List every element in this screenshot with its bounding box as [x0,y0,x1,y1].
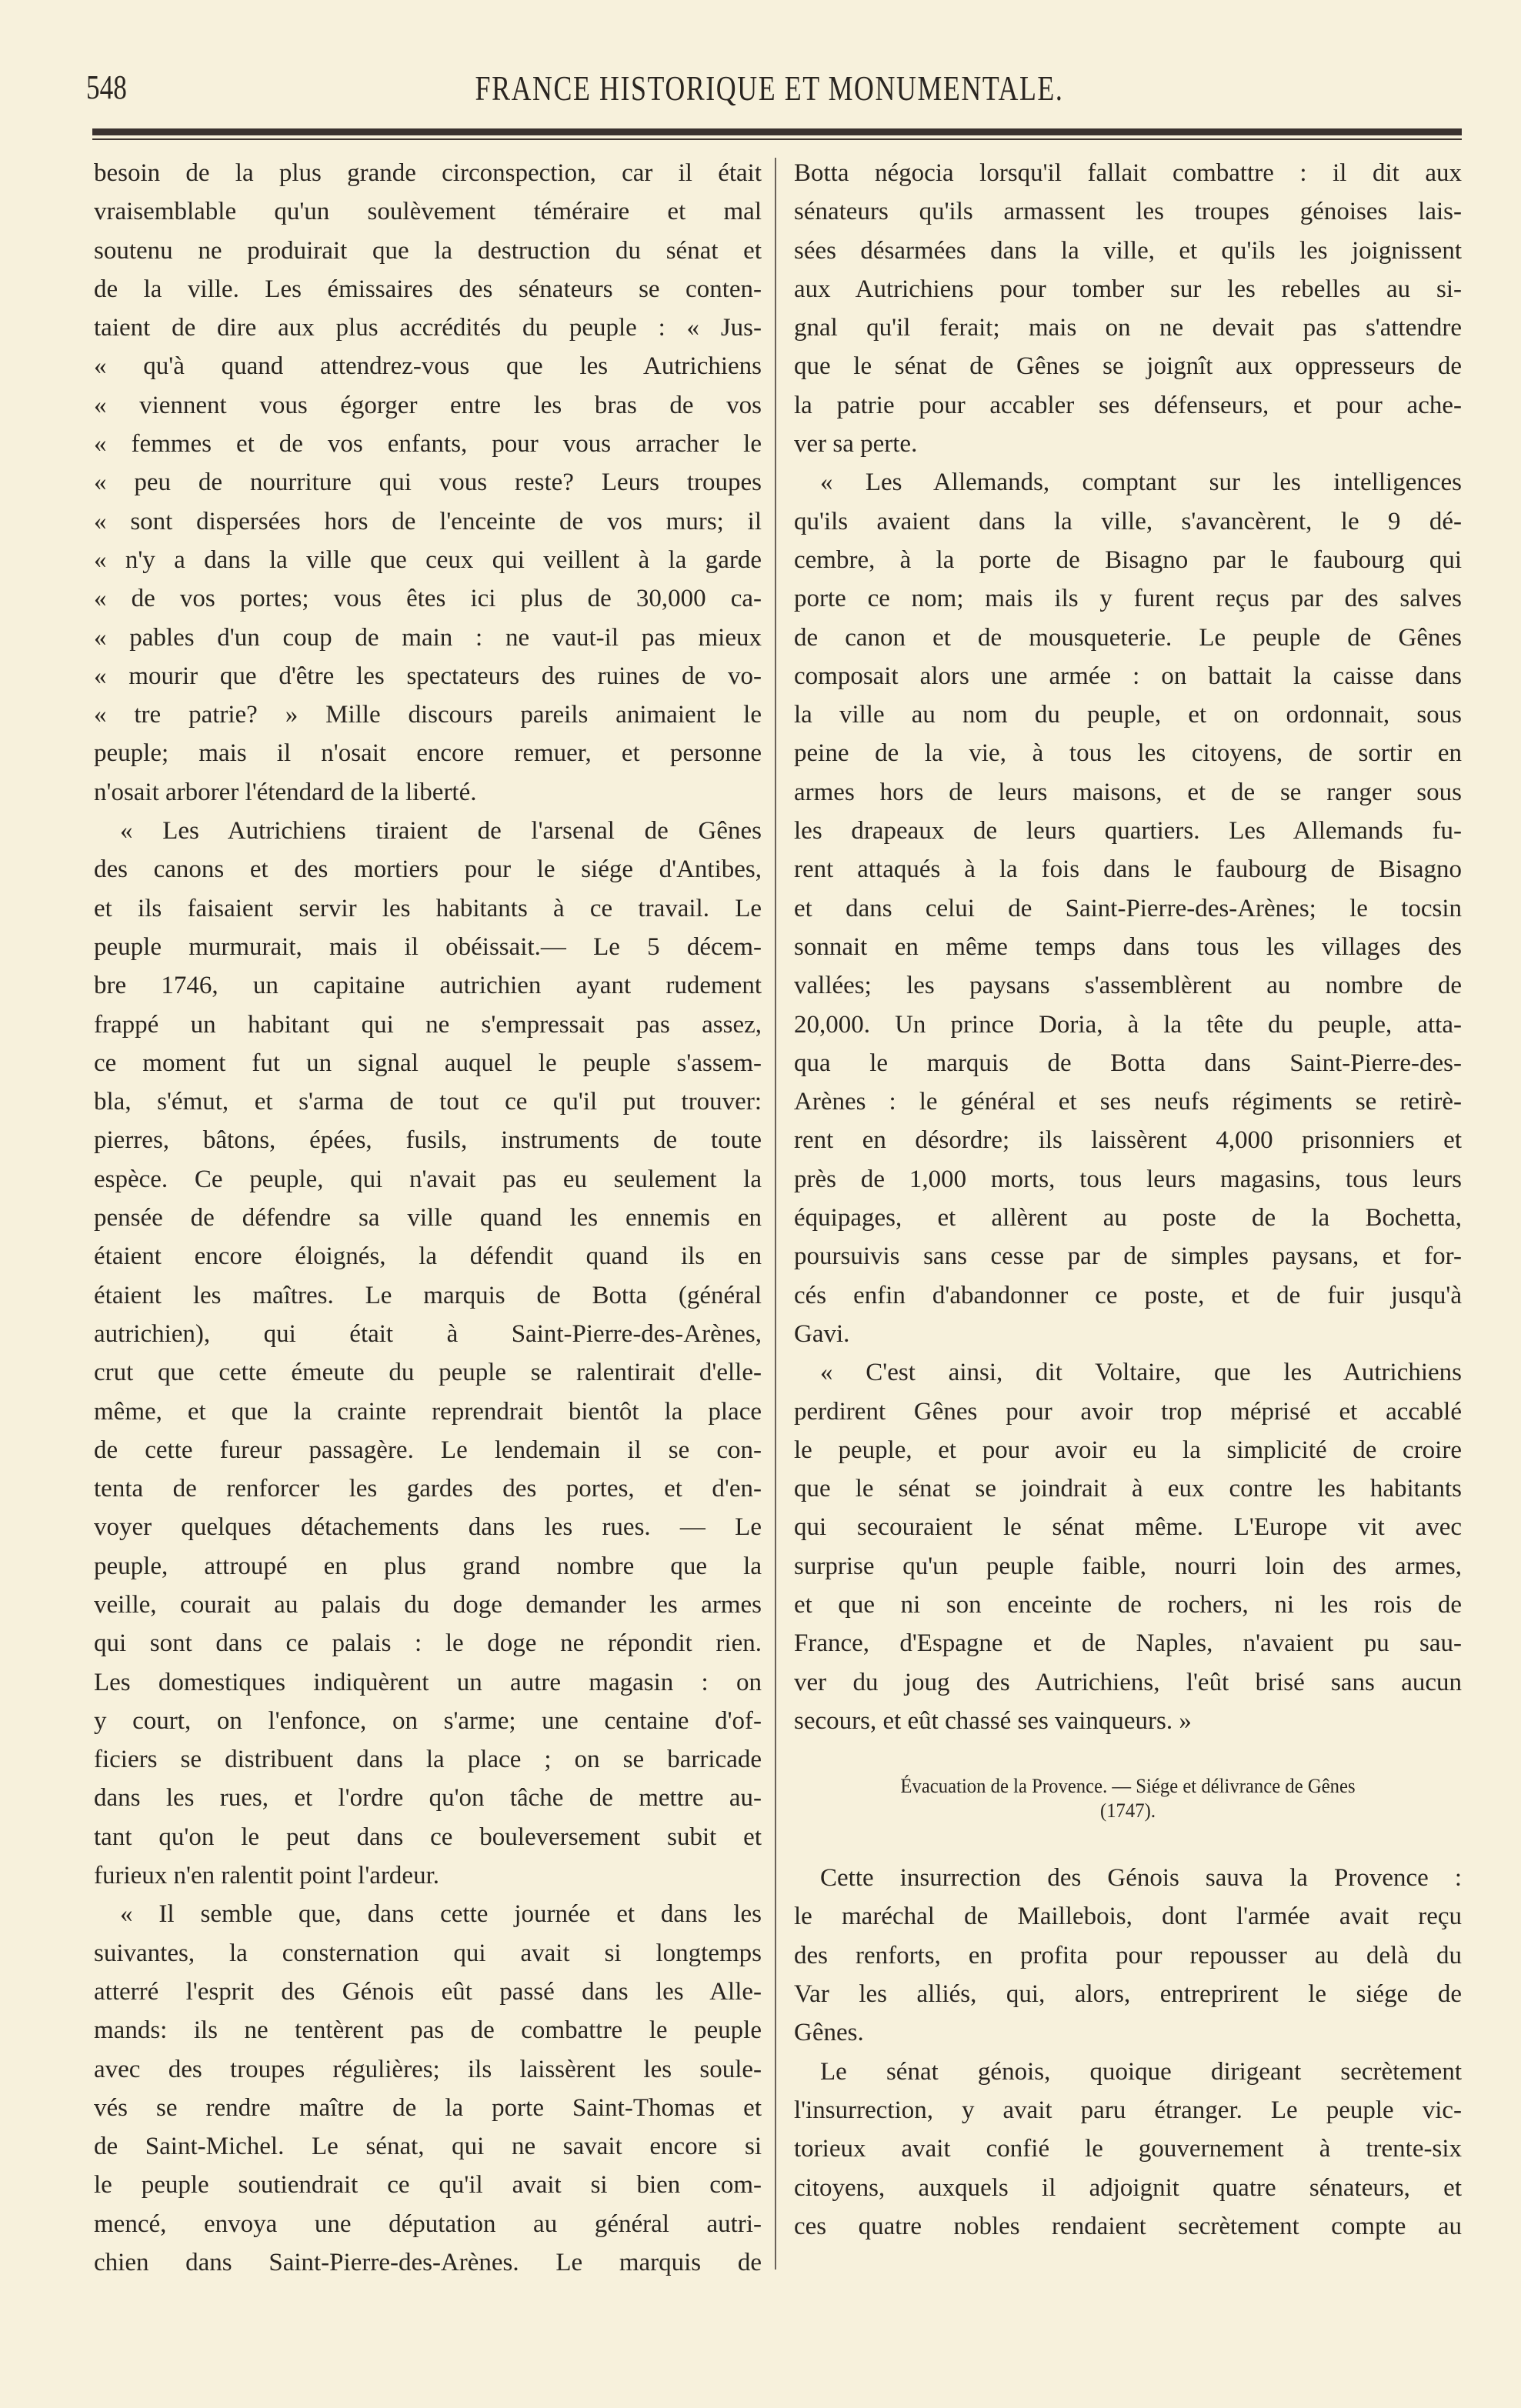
text-line: ver du joug des Autrichiens, l'eût brisé sans aucun [794,1668,1462,1696]
text-line: qui secouraient le sénat même. L'Europe vit avec [794,1513,1462,1542]
text-line: 20,000. Un prince Doria, à la tête du peuple, atta- [794,1010,1462,1039]
text-line: tenta de renforcer les gardes des portes, et d'en- [94,1475,762,1503]
text-line: le maréchal de Maillebois, dont l'armée avait reçu [794,1903,1462,1931]
text-line: étaient encore éloignés, la défendit quand ils en [94,1242,762,1271]
text-line: l'insurrection, y avait paru étranger. Le peuple vic- [794,2096,1462,2124]
right-column-text-bottom [794,1859,1462,2246]
text-line: « n'y a dans la ville que ceux qui veillent à la garde [94,545,762,574]
text-line: crut que cette émeute du peuple se ralentirait d'elle- [94,1359,762,1387]
text-line: avec des troupes régulières; ils laissèrent les soule- [94,2055,762,2083]
text-line: bre 1746, un capitaine autrichien ayant rudement [94,972,762,1000]
text-line: espèce. Ce peuple, qui n'avait pas eu seulement la [94,1165,762,1193]
text-line: et dans celui de Saint-Pierre-des-Arènes; le tocsin [794,894,1462,922]
text-line: « Les Allemands, comptant sur les intelligences [820,469,1462,497]
text-line: taient de dire aux plus accrédités du peuple : « Jus- [94,314,762,342]
text-line: n'osait arborer l'étendard de la liberté. [94,778,477,806]
text-line: mands: ils ne tentèrent pas de combattre le peuple [94,2016,762,2045]
text-line: rent en désordre; ils laissèrent 4,000 prisonniers et [794,1126,1462,1155]
header-rule-thin [92,138,1462,140]
text-line: de la ville. Les émissaires des sénateurs se conten- [94,275,762,303]
text-line: qu'ils avaient dans la ville, s'avancèrent, le 9 dé- [794,507,1462,535]
text-line: Le sénat génois, quoique dirigeant secrètement [820,2057,1462,2086]
text-line: rent attaqués à la fois dans le faubourg de Bisagno [794,855,1462,884]
text-line: Gavi. [794,1319,850,1348]
text-line: gnal qu'il ferait; mais on ne devait pas s'attendre [794,314,1462,342]
text-line: soutenu ne produirait que la destruction du sénat et [94,236,762,265]
text-line: et que ni son enceinte de rochers, ni les rois de [794,1590,1462,1619]
text-line: les drapeaux de leurs quartiers. Les Allemands fu- [794,817,1462,845]
page-number: 548 [86,68,127,106]
text-line: porte ce nom; mais ils y furent reçus par des salves [794,585,1462,613]
text-line: des renforts, en profita pour repousser au delà du [794,1941,1462,1969]
text-line: bla, s'émut, et s'arma de tout ce qu'il put trouver: [94,1088,762,1116]
text-line: peuple murmurait, mais il obéissait.— Le 5 décem- [94,932,762,961]
text-line: pensée de défendre sa ville quand les ennemis en [94,1204,762,1232]
text-line: besoin de la plus grande circonspection, car il était [94,159,762,187]
text-line: aux Autrichiens pour tomber sur les rebelles au si- [794,275,1462,303]
text-line: peine de la vie, à tous les citoyens, de sortir en [794,739,1462,768]
left-column [94,154,762,2282]
text-line: vés se rendre maître de la porte Saint-Thomas et [94,2093,762,2122]
text-line: torieux avait confié le gouvernement à trente-six [794,2135,1462,2163]
text-line: voyer quelques détachements dans les rues. — Le [94,1513,762,1542]
text-line: Var les alliés, qui, alors, entreprirent le siége de [794,1980,1462,2009]
text-line: mencé, envoya une députation au général autri- [94,2210,762,2238]
text-line: « peu de nourriture qui vous reste? Leurs troupes [94,469,762,497]
text-line: sées désarmées dans la ville, et qu'ils les joignissent [794,236,1462,265]
text-line: qua le marquis de Botta dans Saint-Pierre-des- [794,1049,1462,1077]
text-line: France, d'Espagne et de Naples, n'avaient pu sau- [794,1629,1462,1658]
text-line: la ville au nom du peuple, et on ordonnait, sous [794,701,1462,729]
text-line: vallées; les paysans s'assemblèrent au nombre de [794,972,1462,1000]
text-line: peuple, attroupé en plus grand nombre que la [94,1552,762,1580]
section-heading-date: (1747). [1099,1799,1156,1823]
text-line: sénateurs qu'ils armassent les troupes génoises lais- [794,198,1462,226]
text-line: « mourir que d'être les spectateurs des ruines de vo- [94,662,762,690]
text-line: ce moment fut un signal auquel le peuple s'assem- [94,1049,762,1077]
text-line: « femmes et de vos enfants, pour vous arracher le [94,430,762,459]
text-line: ces quatre nobles rendaient secrètement compte au [794,2212,1462,2240]
running-title: FRANCE HISTORIQUE ET MONUMENTALE. [475,68,1064,108]
text-line: de cette fureur passagère. Le lendemain il se con- [94,1436,762,1464]
text-line: des canons et des mortiers pour le siége d'Antibes, [94,855,762,884]
text-line: tant qu'on le peut dans ce bouleversement subit et [94,1823,762,1851]
text-line: « tre patrie? » Mille discours pareils animaient le [94,701,762,729]
text-line: ficiers se distribuent dans la place ; on se barricade [94,1746,762,1774]
text-line: le peuple soutiendrait ce qu'il avait si bien com- [94,2171,762,2200]
text-line: surprise qu'un peuple faible, nourri loin des armes, [794,1552,1462,1580]
text-line: « qu'à quand attendrez-vous que les Autrichiens [94,352,762,381]
text-line: Botta négocia lorsqu'il fallait combattre : il dit aux [794,159,1462,187]
text-line: étaient les maîtres. Le marquis de Botta (général [94,1281,762,1309]
text-line: cés enfin d'abandonner ce poste, et de fuir jusqu'à [794,1281,1462,1309]
text-line: ver sa perte. [794,430,918,459]
text-line: « Les Autrichiens tiraient de l'arsenal de Gênes [120,817,762,845]
text-line: composait alors une armée : on battait la caisse dans [794,662,1462,690]
text-line: près de 1,000 morts, tous leurs magasins, tous leurs [794,1165,1462,1193]
text-line: que le sénat se joindrait à eux contre les habitants [794,1475,1462,1503]
text-line: suivantes, la consternation qui avait si longtemps [94,1939,762,1967]
text-line: et ils faisaient servir les habitants à ce travail. Le [94,894,762,922]
text-line: y court, on l'enfonce, on s'arme; une centaine d'of- [94,1706,762,1735]
text-line: Gênes. [794,2019,864,2047]
text-line: furieux n'en ralentit point l'ardeur. [94,1862,439,1890]
text-line: « de vos portes; vous êtes ici plus de 30,000 ca- [94,585,762,613]
text-line: Cette insurrection des Génois sauva la Provence : [820,1864,1462,1893]
text-line: dans les rues, et l'ordre qu'on tâche de mettre au- [94,1784,762,1813]
text-line: atterré l'esprit des Génois eût passé dans les Alle- [94,1977,762,2006]
text-line: poursuivis sans cesse par de simples paysans, et for- [794,1242,1462,1271]
right-column [794,154,1462,2246]
text-line: frappé un habitant qui ne s'empressait pas assez, [94,1010,762,1039]
text-line: équipages, et allèrent au poste de la Bochetta, [794,1204,1462,1232]
text-line: Les domestiques indiquèrent un autre magasin : on [94,1668,762,1696]
section-heading [811,1774,1446,1823]
text-line: la patrie pour accabler ses défenseurs, et pour ache- [794,391,1462,419]
text-line: perdirent Gênes pour avoir trop méprisé et accablé [794,1397,1462,1426]
text-line: pierres, bâtons, épées, fusils, instruments de toute [94,1126,762,1155]
text-line: même, et que la crainte reprendrait bientôt la place [94,1397,762,1426]
right-column-text-top [794,154,1462,1740]
text-line: cembre, à la porte de Bisagno par le faubourg qui [794,545,1462,574]
text-line: de Saint-Michel. Le sénat, qui ne savait encore si [94,2133,762,2161]
text-line: citoyens, auxquels il adjoignit quatre sénateurs, et [794,2173,1462,2202]
text-line: peuple; mais il n'osait encore remuer, et personne [94,739,762,768]
text-line: « viennent vous égorger entre les bras de vos [94,391,762,419]
text-line: veille, courait au palais du doge demander les armes [94,1590,762,1619]
text-line: « sont dispersées hors de l'enceinte de vos murs; il [94,507,762,535]
text-line: secours, et eût chassé ses vainqueurs. » [794,1706,1192,1735]
header-rule [92,128,1462,135]
text-line: que le sénat de Gênes se joignît aux oppresseurs de [794,352,1462,381]
section-heading-title: Évacuation de la Provence. — Siége et délivrance de Gênes [900,1775,1356,1798]
column-divider [775,158,776,2270]
text-line: Arènes : le général et ses neufs régiments se retirè- [794,1088,1462,1116]
text-line: « pables d'un coup de main : ne vaut-il pas mieux [94,623,762,652]
text-line: « Il semble que, dans cette journée et dans les [120,1900,762,1929]
text-line: sonnait en même temps dans tous les villages des [794,932,1462,961]
text-line: le peuple, et pour avoir eu la simplicité de croire [794,1436,1462,1464]
text-line: vraisemblable qu'un soulèvement téméraire et mal [94,198,762,226]
text-line: de canon et de mousqueterie. Le peuple de Gênes [794,623,1462,652]
text-line: armes hors de leurs maisons, et de se ranger sous [794,778,1462,806]
text-line: « C'est ainsi, dit Voltaire, que les Autrichiens [820,1359,1462,1387]
text-line: qui sont dans ce palais : le doge ne répondit rien. [94,1629,762,1658]
text-line: chien dans Saint-Pierre-des-Arènes. Le marquis de [94,2249,762,2277]
text-line: autrichien), qui était à Saint-Pierre-des-Arènes, [94,1319,762,1348]
